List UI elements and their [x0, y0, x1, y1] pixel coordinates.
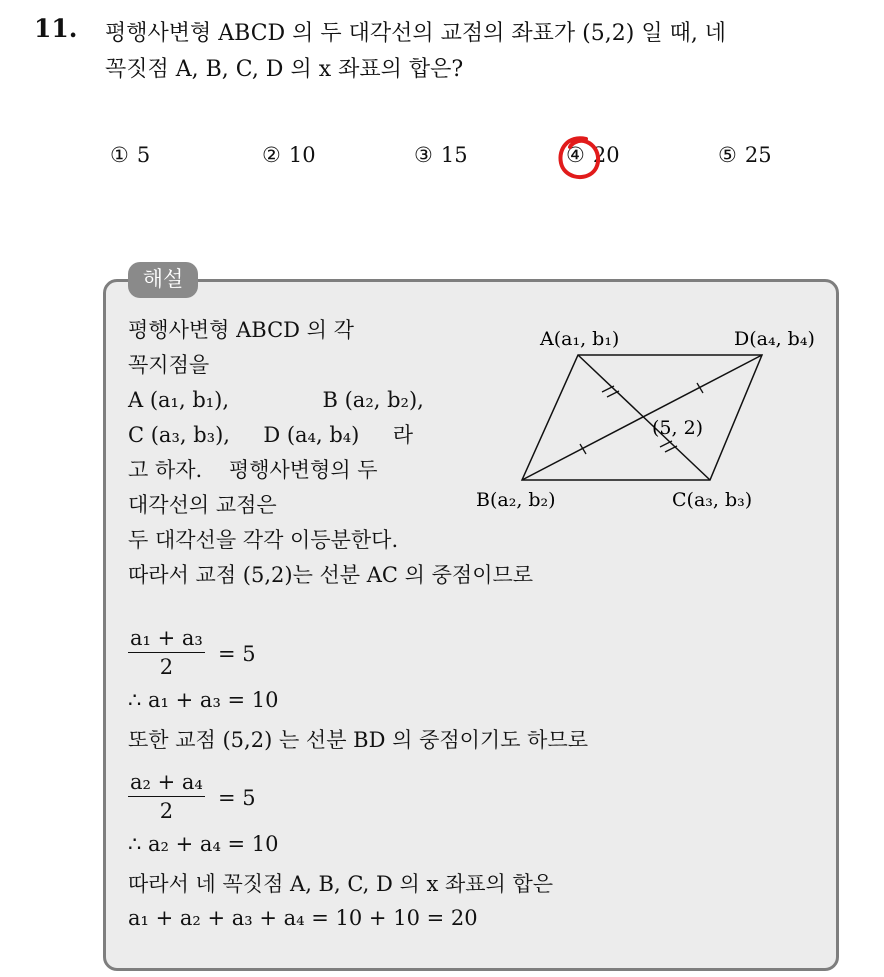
choice-1-value: 5 — [136, 143, 151, 167]
question-line-1: 평행사변형 ABCD 의 두 대각선의 교점의 좌표가 (5,2) 일 때, 네 — [105, 21, 727, 46]
fraction-ac-result: = 5 — [218, 642, 256, 666]
vertex-c-label: C(a₃, b₃) — [672, 489, 753, 511]
choice-2-mark: ② — [262, 143, 281, 167]
center-point-label: (5, 2) — [652, 417, 704, 439]
solution-line: 고 하자. 평행사변형의 두 — [128, 458, 378, 482]
solution-line: 두 대각선을 각각 이등분한다. — [128, 528, 399, 552]
fraction-bd-denominator: 2 — [159, 799, 174, 823]
question-line-2: 꼭짓점 A, B, C, D 의 x 좌표의 합은? — [105, 57, 464, 82]
vertex-d-label: D(a₄, b₄) — [734, 328, 815, 350]
solution-line-sum: 따라서 네 꼭짓점 A, B, C, D 의 x 좌표의 합은 — [128, 872, 554, 896]
vertex-b-label: B(a₂, b₂) — [476, 489, 556, 511]
choice-1-mark: ① — [110, 143, 129, 167]
tick-mark — [602, 386, 614, 392]
choice-3-value: 15 — [440, 143, 468, 167]
solution-line-bd: 또한 교점 (5,2) 는 선분 BD 의 중점이기도 하므로 — [128, 728, 589, 752]
result-bd: ∴ a₂ + a₄ = 10 — [128, 832, 279, 856]
choice-3-mark: ③ — [414, 143, 433, 167]
choice-2-value: 10 — [288, 143, 316, 167]
fraction-bd-result: = 5 — [218, 786, 256, 810]
solution-line: 대각선의 교점은 — [128, 493, 277, 517]
solution-line: 평행사변형 ABCD 의 각 — [128, 318, 354, 342]
fraction-bd-numerator: a₂ + a₄ — [128, 768, 205, 797]
question-number: 11. — [34, 14, 78, 43]
solution-line: 꼭지점을 — [128, 353, 210, 377]
final-answer: a₁ + a₂ + a₃ + a₄ = 10 + 10 = 20 — [128, 906, 478, 930]
tick-mark — [607, 391, 619, 397]
choice-5-mark: ⑤ — [718, 143, 737, 167]
result-ac: ∴ a₁ + a₃ = 10 — [128, 688, 279, 712]
choice-4-mark: ④ — [566, 143, 585, 167]
solution-line: 따라서 교점 (5,2)는 선분 AC 의 중점이므로 — [128, 563, 534, 587]
tick-mark — [660, 441, 672, 447]
choice-4-value: 20 — [592, 143, 620, 167]
diagonal-bd — [522, 355, 762, 480]
solution-line: C (a₃, b₃), D (a₄, b₄) 라 — [128, 423, 414, 447]
solution-line: A (a₁, b₁), B (a₂, b₂), — [128, 388, 424, 412]
fraction-ac-numerator: a₁ + a₃ — [128, 624, 205, 653]
choice-5-value: 25 — [744, 143, 772, 167]
tick-mark — [665, 446, 677, 452]
solution-label: 해설 — [128, 262, 198, 298]
vertex-a-label: A(a₁, b₁) — [540, 328, 620, 350]
fraction-ac-denominator: 2 — [159, 655, 174, 679]
